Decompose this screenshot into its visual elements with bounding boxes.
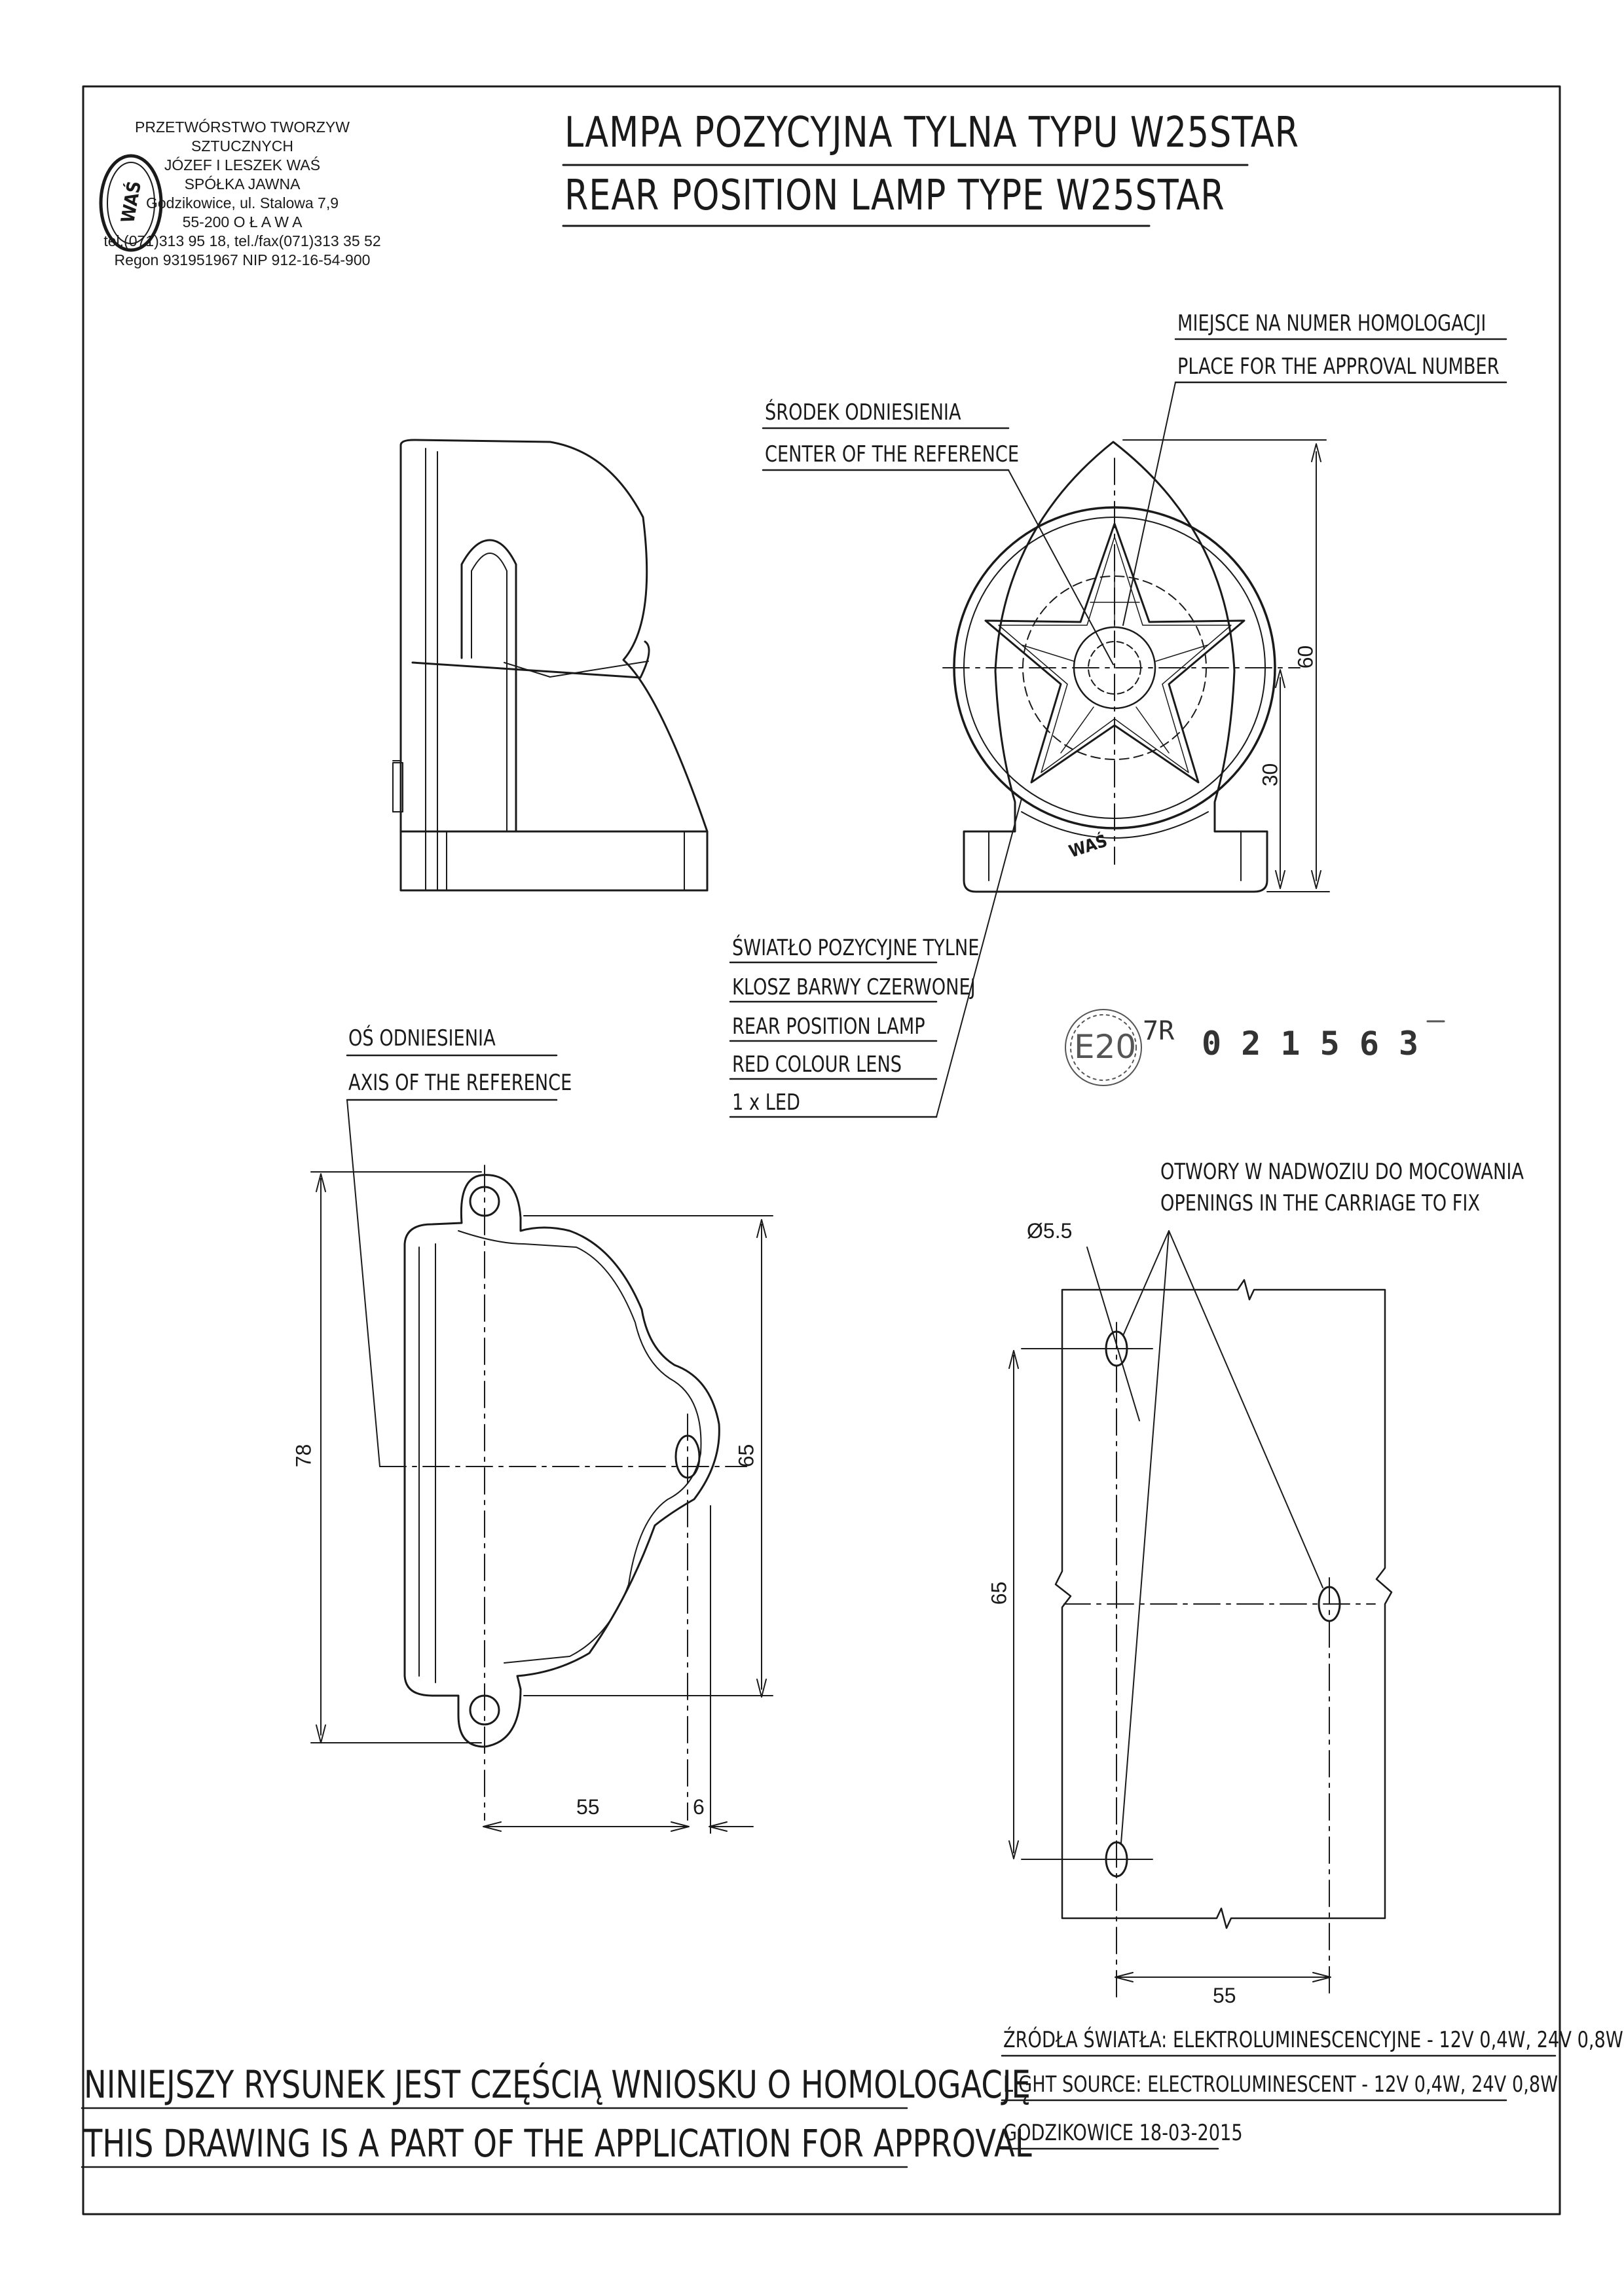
place-date: GODZIKOWICE 18-03-2015 [1003, 2120, 1243, 2146]
company-owners: JÓZEF I LESZEK WAŚ [164, 156, 321, 173]
company-phone: tel.(071)313 95 18, tel./fax(071)313 35 52 [103, 232, 381, 249]
company-street: Godzikowice, ul. Stalowa 7,9 [145, 194, 339, 211]
lamp-label-en-2: RED COLOUR LENS [732, 1051, 902, 1078]
company-registration: Regon 931951967 NIP 912-16-54-900 [114, 251, 371, 268]
title-pl: LAMPA POZYCYJNA TYLNA TYPU W25STAR [564, 109, 1299, 157]
approval-number: 0 2 1 5 6 3 [1202, 1025, 1419, 1063]
dim-top-width: 55 [576, 1795, 600, 1819]
dim-holes-vertical: 65 [987, 1581, 1011, 1605]
approval-place-label-en: PLACE FOR THE APPROVAL NUMBER [1177, 354, 1500, 380]
footer-note-pl: NINIEJSZY RYSUNEK JEST CZĘŚCIĄ WNIOSKU O HOMOLOGACJĘ [84, 2062, 1031, 2107]
axis-reference-label-en: AXIS OF THE REFERENCE [348, 1070, 572, 1096]
center-reference-label-pl: ŚRODEK ODNIESIENIA [765, 399, 961, 426]
light-source-pl: ŹRÓDŁA ŚWIATŁA: ELEKTROLUMINESCENCYJNE - 12V 0,4W, 24V 0,8W [1003, 2027, 1623, 2053]
lamp-label-pl-1: ŚWIATŁO POZYCYJNE TYLNE [732, 935, 980, 961]
lamp-label-led: 1 x LED [732, 1089, 800, 1116]
dim-top-offset: 6 [693, 1795, 705, 1819]
light-source-en: LIGHT SOURCE: ELECTROLUMINESCENT - 12V 0,4W, 24V 0,8W [1003, 2071, 1559, 2098]
dim-front-center: 30 [1258, 763, 1282, 787]
company-legal-form: SPÓŁKA JAWNA [184, 175, 301, 192]
front-view-lamp [943, 440, 1329, 892]
footer-note-en: THIS DRAWING IS A PART OF THE APPLICATION FOR APPROVAL [84, 2121, 1032, 2166]
lens-mark: WAŚ [1066, 831, 1110, 862]
dim-top-holes: 65 [734, 1444, 758, 1468]
openings-label-en: OPENINGS IN THE CARRIAGE TO FIX [1160, 1190, 1481, 1216]
logo-text: WAŚ [117, 179, 145, 225]
label-underlines [82, 339, 1555, 2167]
approval-class: 7R [1143, 1016, 1175, 1046]
dim-top-overall: 78 [291, 1444, 316, 1468]
openings-label-pl: OTWORY W NADWOZIU DO MOCOWANIA [1160, 1159, 1524, 1185]
title-en: REAR POSITION LAMP TYPE W25STAR [564, 172, 1225, 220]
company-name: PRZETWÓRSTWO TWORZYW SZTUCZNYCH [135, 118, 350, 155]
company-city: 55-200 O Ł A W A [182, 213, 303, 230]
axis-reference-label-pl: OŚ ODNIESIENIA [348, 1025, 496, 1051]
top-view-lamp [311, 1165, 773, 1833]
center-reference-label-en: CENTER OF THE REFERENCE [765, 441, 1019, 467]
lamp-label-en-1: REAR POSITION LAMP [732, 1013, 925, 1040]
dim-hole-diameter: Ø5.5 [1027, 1219, 1073, 1243]
dim-front-height: 60 [1293, 645, 1318, 669]
lamp-label-pl-2: KLOSZ BARWY CZERWONEJ [732, 974, 976, 1000]
approval-e-code: E20 [1074, 1028, 1137, 1066]
side-view-lamp [393, 440, 707, 890]
approval-place-label-pl: MIEJSCE NA NUMER HOMOLOGACJI [1177, 310, 1486, 337]
dim-holes-horizontal: 55 [1213, 1984, 1236, 2007]
mounting-openings [1009, 1231, 1392, 1997]
